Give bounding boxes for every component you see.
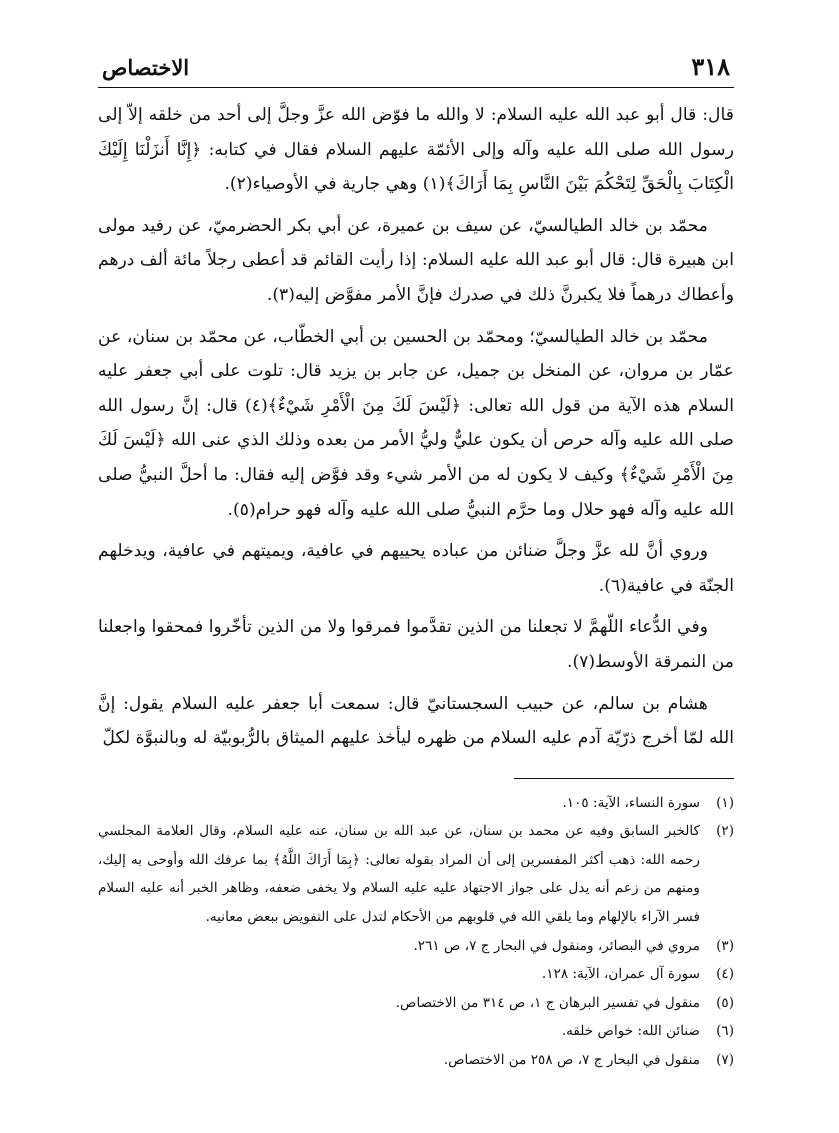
- footnote-number: (٦): [716, 1023, 734, 1040]
- paragraph: محمّد بن خالد الطيالسيّ، عن سيف بن عميرة، عن أبي بكر الحضرميّ، عن رفيد مولى ابن هبيرة قال: قال أبو عبد الله عليه السلام: إذا رأيت القائم قد أعطى رجلاً مائة ألف درهم وأعطاك درهماً فلا يكبرنَّ ذلك في صدرك فإنَّ الأمر مفوَّض إليه(٣).: [98, 215, 734, 305]
- footnote: [98, 989, 734, 1018]
- main-text: [98, 98, 734, 756]
- paragraph: وفي الدُّعاء اللّهمَّ لا تجعلنا من الذين تقدَّموا فمرقوا ولا من الذين تأخّروا فمحقوا واجعلنا من النمرقة الأوسط(٧).: [98, 617, 734, 672]
- footnote-text: منقول في البحار ج ٧، ص ٢٥٨ من الاختصاص.: [443, 1052, 700, 1069]
- footnote-separator: [514, 778, 734, 779]
- footnote: [98, 1046, 734, 1075]
- footnote-text: ضنائن الله: خواص خلقه.: [561, 1023, 700, 1040]
- footnotes: [98, 789, 734, 1075]
- footnote-number: (٧): [716, 1052, 734, 1069]
- footnote-number: (٢): [716, 823, 734, 840]
- paragraph: وروي أنَّ لله عزَّ وجلَّ ضنائن من عباده يحييهم في عافية، ويميتهم في عافية، ويدخلهم الجنّة في عافية(٦).: [98, 541, 734, 596]
- footnote-text: مروي في البصائر، ومنقول في البحار ج ٧، ص ٢٦١.: [413, 937, 700, 954]
- footnote-number: (٥): [716, 994, 734, 1011]
- running-header: [98, 52, 734, 88]
- footnote: [98, 932, 734, 961]
- footnote-text: منقول في تفسير البرهان ج ١، ص ٣١٤ من الاختصاص.: [395, 994, 700, 1011]
- footnote-text: كالخبر السابق وفيه عن محمد بن سنان، عن عبد الله بن سنان، عنه عليه السلام، وقال العلامة المجلسي رحمه الله: ذهب أكثر المفسرين إلى أن المراد بقوله تعالى: ﴿بِمَا أَرَاكَ اللَّهُ﴾ بما عرفك الله وأوحى به إليك، ومنهم من زعم أنه يدل على جواز الاجتهاد عليه عليه السلام ولا يخفى ضعفه، وظاهر الخبر أنه عليه السلام فسر الآراء بالإلهام وما يلقي الله في قلوبهم من الأحكام لتدل على التفويض ببعض معانيه.: [98, 823, 700, 926]
- page-number: ٣١٨: [691, 52, 730, 81]
- book-title: الاختصاص: [102, 55, 190, 80]
- footnote-number: (٤): [716, 966, 734, 983]
- footnote-number: (٣): [716, 937, 734, 954]
- paragraph: محمّد بن خالد الطيالسيّ؛ ومحمّد بن الحسين بن أبي الخطّاب، عن محمّد بن سنان، عن عمّار بن مروان، عن المنخل بن جميل، عن جابر بن يزيد قال: تلوت على أبي جعفر عليه السلام هذه الآية من قول الله تعالى: ﴿لَيْسَ لَكَ مِنَ الْأَمْرِ شَيْءٌ﴾(٤) قال: إنَّ رسول الله صلى الله عليه وآله حرص أن يكون عليٌّ وليُّ الأمر من بعده وذلك الذي عنى الله ﴿لَيْسَ لَكَ مِنَ الْأَمْرِ شَيْءٌ﴾ وكيف لا يكون له من الأمر شيء وقد فوَّض إليه فقال: ما أحلَّ النبيُّ صلى الله عليه وآله فهو حلال وما حرَّم النبيُّ صلى الله عليه وآله فهو حرام(٥).: [98, 326, 734, 520]
- paragraph: هشام بن سالم، عن حبيب السجستانيّ قال: سمعت أبا جعفر عليه السلام يقول: إنَّ الله لمّا أخرج ذرّيّة آدم عليه السلام من ظهره ليأخذ عليهم الميثاق بالرُّبوبيّة له وبالنبوَّة لكلّ: [98, 693, 734, 749]
- footnote: [98, 960, 734, 989]
- footnote: [98, 817, 734, 931]
- footnote-text: سورة النساء، الآية: ١٠٥.: [562, 794, 700, 811]
- footnote-number: (١): [716, 794, 734, 811]
- footnote: [98, 1017, 734, 1046]
- paragraph: قال: قال أبو عبد الله عليه السلام: لا والله ما فوّض الله عزَّ وجلَّ إلى أحد من خلقه إلاّ إلى رسول الله صلى الله عليه وآله وإلى الأئمّة عليهم السلام فقال في كتابه: ﴿إِنَّا أَنزَلْنَا إِلَيْكَ الْكِتَابَ بِالْحَقِّ لِتَحْكُمَ بَيْنَ النَّاسِ بِمَا أَرَاكَ﴾(١) وهي جارية في الأوصياء(٢).: [98, 105, 734, 195]
- footnote-text: سورة آل عمران، الآية: ١٢٨.: [541, 966, 700, 983]
- footnote: [98, 789, 734, 818]
